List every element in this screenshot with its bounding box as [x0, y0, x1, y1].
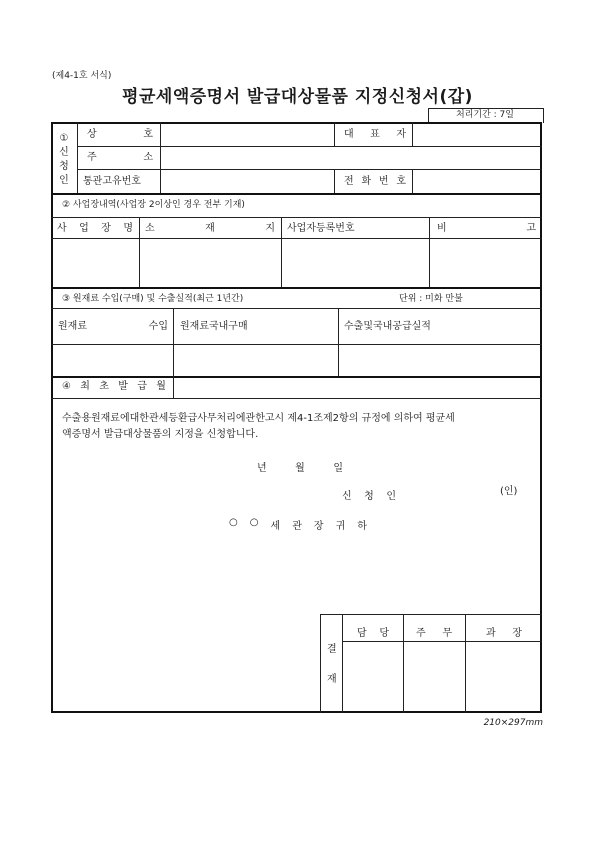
customs-code-field[interactable] [162, 171, 332, 191]
approval-sign-chief[interactable] [405, 643, 463, 711]
workplace-name-cell[interactable] [53, 240, 137, 285]
approval-label-1: 결 [327, 644, 337, 655]
statement-line-2: 액증명서 발급대상물품의 지정을 신청합니다. [62, 429, 259, 440]
materials-unit: 단위 : 미화 만불 [399, 294, 463, 304]
workplace-header: ② 사업장내역(사업장 2이상인 경우 전부 기재) [62, 200, 245, 210]
phone-label: 전 화 번 호 [344, 176, 406, 187]
export-supply-cell[interactable] [340, 346, 540, 374]
approval-label-2: 재 [327, 674, 337, 685]
approval-col-staff: 담 당 [357, 628, 389, 639]
material-domestic-cell[interactable] [175, 346, 336, 374]
first-issue-month-label: ④ 최 초 발 급 월 [62, 381, 166, 392]
material-import-header: 원재료 수입 [58, 321, 168, 332]
address-label: 주 소 [87, 152, 153, 163]
application-date: 년 월 일 [257, 463, 343, 474]
approval-col-chief: 주 무 [416, 628, 452, 639]
workplace-note-cell[interactable] [431, 240, 540, 285]
form-number: (제4-1호 서식) [52, 71, 112, 81]
paper-size: 210×297mm [483, 718, 543, 728]
representative-field[interactable] [414, 124, 540, 144]
material-import-cell[interactable] [53, 346, 171, 374]
materials-header: ③ 원재료 수입(구매) 및 수출실적(최근 1년간) [62, 294, 244, 304]
representative-label: 대 표 자 [344, 129, 406, 140]
workplace-note-header: 비 고 [437, 223, 536, 234]
applicant-section-label: ① 신 청 인 [59, 133, 69, 186]
workplace-location-header: 소 재 지 [145, 223, 275, 234]
addressee: ○ ○ 세 관 장 귀 하 [229, 517, 367, 532]
workplace-location-cell[interactable] [141, 240, 279, 285]
statement-line-1: 수출용원재료에대한관세등환급사무처리에관한고시 제4-1조제2항의 규정에 의하여 평균세 [62, 413, 455, 424]
address-field[interactable] [162, 148, 540, 167]
approval-sign-staff[interactable] [344, 643, 401, 711]
customs-code-label: 통관고유번호 [83, 176, 141, 187]
material-domestic-header: 원재료국내구매 [180, 321, 248, 332]
approval-sign-manager[interactable] [467, 643, 540, 711]
processing-period: 처리기간 : 7일 [456, 110, 514, 120]
seal-mark: (인) [500, 486, 518, 497]
page-title: 평균세액증명서 발급대상물품 지정신청서(갑) [122, 87, 473, 107]
workplace-name-header: 사 업 장 명 [57, 223, 133, 234]
applicant-signature-label: 신 청 인 [342, 491, 396, 502]
phone-field[interactable] [414, 171, 540, 191]
business-reg-no-cell[interactable] [283, 240, 427, 285]
approval-col-manager: 과 장 [486, 628, 522, 639]
export-supply-header: 수출및국내공급실적 [344, 321, 431, 332]
trade-name-label: 상 호 [87, 129, 153, 140]
business-reg-no-header: 사업자등록번호 [287, 223, 355, 234]
first-issue-month-field[interactable] [175, 378, 540, 396]
trade-name-field[interactable] [162, 124, 332, 144]
